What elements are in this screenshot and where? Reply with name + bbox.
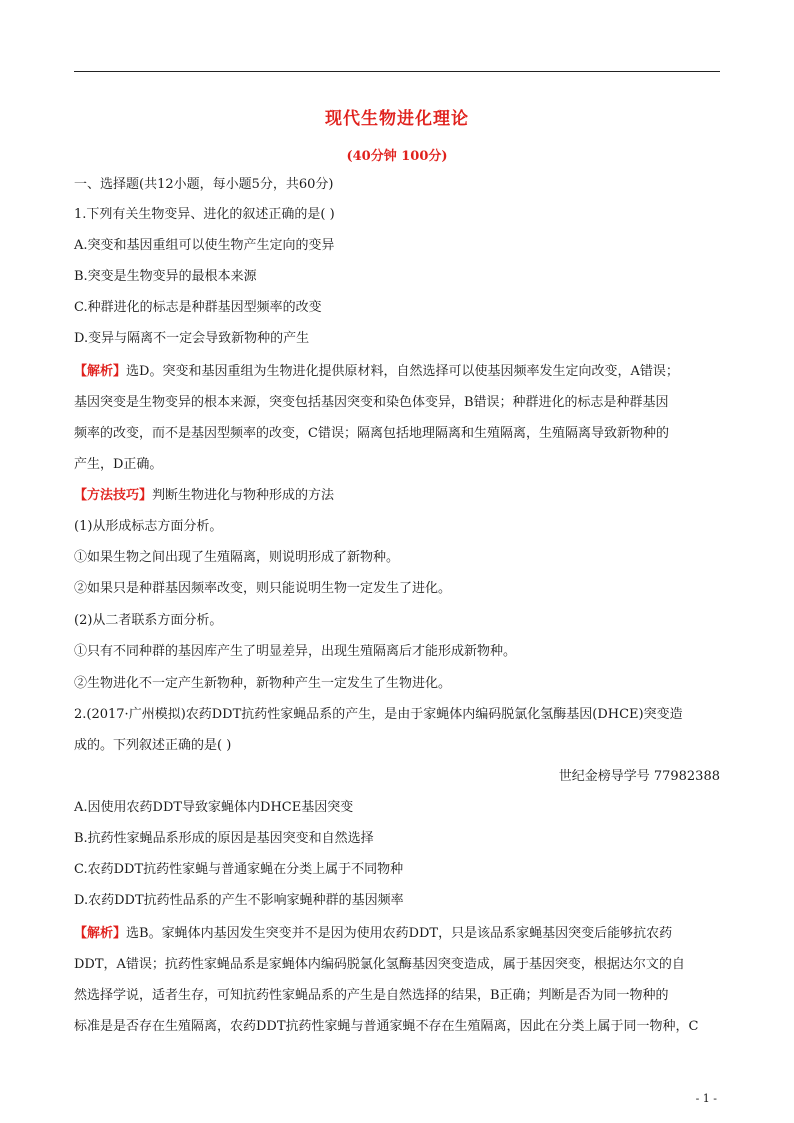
question-2-analysis-line: DDT，A错误；抗药性家蝇品系是家蝇体内编码脱氯化氢酶基因突变造成，属于基因突变，根据达尔文的自 — [74, 957, 685, 972]
question-2-analysis-line: 标准是是否存在生殖隔离，农药DDT抗药性家蝇与普通家蝇不存在生殖隔离，因此在分类上属于同一物种，C — [74, 1019, 699, 1034]
method-line: (1)从形成标志方面分析。 — [74, 519, 223, 534]
question-2-option-c: C.农药DDT抗药性家蝇与普通家蝇在分类上属于不同物种 — [74, 862, 404, 877]
question-2-stem: 成的。下列叙述正确的是( ) — [74, 738, 232, 753]
method-heading: 【方法技巧】判断生物进化与物种形成的方法 — [74, 488, 335, 503]
analysis-tag: 【解析】 — [74, 926, 127, 941]
question-1-analysis-line: 产生，D正确。 — [74, 457, 163, 472]
question-2-option-d: D.农药DDT抗药性品系的产生不影响家蝇种群的基因频率 — [74, 893, 404, 908]
question-1-option-b: B.突变是生物变异的最根本来源 — [74, 269, 257, 284]
question-2-option-b: B.抗药性家蝇品系形成的原因是基因突变和自然选择 — [74, 831, 374, 846]
page-title: 现代生物进化理论 — [325, 109, 469, 129]
question-1-option-c: C.种群进化的标志是种群基因型频率的改变 — [74, 300, 322, 315]
question-2-analysis-line: 【解析】选B。家蝇体内基因发生突变并不是因为使用农药DDT，只是该品系家蝇基因突变后能够抗农药 — [74, 926, 673, 941]
question-2-option-a: A.因使用农药DDT导致家蝇体内DHCE基因突变 — [74, 800, 354, 815]
question-1-option-d: D.变异与隔离不一定会导致新物种的产生 — [74, 331, 310, 346]
question-1-analysis-line: 频率的改变，而不是基因型频率的改变，C错误；隔离包括地理隔离和生殖隔离，生殖隔离导致新物种的 — [74, 426, 669, 441]
method-line: ②生物进化不一定产生新物种，新物种产生一定发生了生物进化。 — [74, 676, 452, 691]
question-1-stem: 1.下列有关生物变异、进化的叙述正确的是( ) — [74, 207, 335, 222]
header-rule — [74, 71, 720, 72]
question-2-stem: 2.(2017·广州模拟)农药DDT抗药性家蝇品系的产生，是由于家蝇体内编码脱氯化氢酶基因(DHCE)突变造 — [74, 707, 683, 722]
question-2-analysis-line: 然选择学说，适者生存，可知抗药性家蝇品系的产生是自然选择的结果，B正确；判断是否为同一物种的 — [74, 988, 669, 1003]
method-line: ①如果生物之间出现了生殖隔离，则说明形成了新物种。 — [74, 550, 400, 565]
question-1-analysis-line: 【解析】选D。突变和基因重组为生物进化提供原材料，自然选择可以使基因频率发生定向改变，A错误； — [74, 364, 679, 379]
analysis-tag: 【解析】 — [74, 364, 127, 379]
page-subtitle: (40分钟 100分) — [346, 149, 448, 164]
page-number: - 1 - — [695, 1092, 717, 1105]
question-2-reference-number: 世纪金榜导学号 77982388 — [558, 769, 720, 784]
method-line: (2)从二者联系方面分析。 — [74, 613, 223, 628]
question-1-option-a: A.突变和基因重组可以使生物产生定向的变异 — [74, 238, 335, 253]
method-tag: 【方法技巧】 — [74, 488, 153, 503]
method-line: ①只有不同种群的基因库产生了明显差异，出现生殖隔离后才能形成新物种。 — [74, 644, 517, 659]
method-line: ②如果只是种群基因频率改变，则只能说明生物一定发生了进化。 — [74, 581, 452, 596]
question-1-analysis-line: 基因突变是生物变异的根本来源，突变包括基因突变和染色体变异，B错误；种群进化的标志是种群基因 — [74, 395, 669, 410]
section-heading: 一、选择题(共12小题，每小题5分，共60分) — [74, 177, 334, 192]
